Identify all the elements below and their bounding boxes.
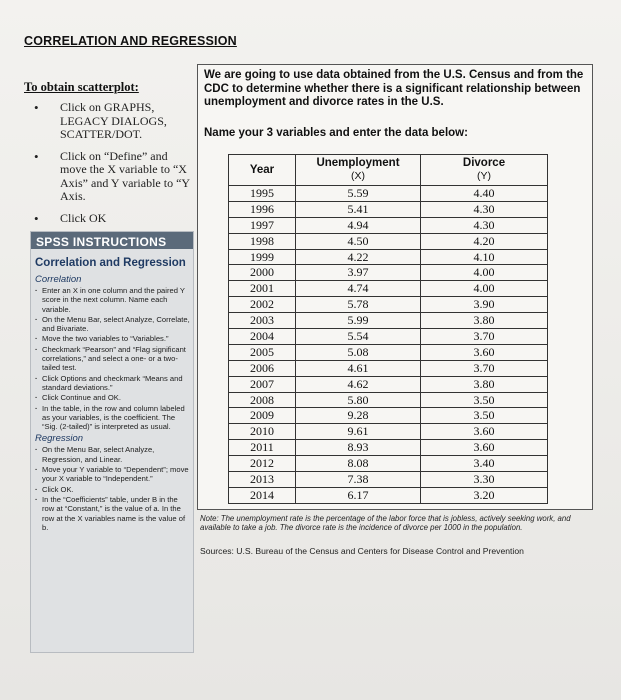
table-row bbox=[229, 424, 548, 440]
scatterplot-step: • Click on GRAPHS, LEGACY DIALOGS, SCATTER/DOT. bbox=[34, 101, 194, 142]
unemployment-cell[interactable]: 4.22 bbox=[296, 249, 421, 265]
divorce-cell[interactable]: 3.60 bbox=[421, 440, 548, 456]
year-cell[interactable]: 2007 bbox=[229, 376, 296, 392]
divorce-cell[interactable]: 3.80 bbox=[421, 313, 548, 329]
unemployment-cell[interactable]: 8.08 bbox=[296, 456, 421, 472]
divorce-cell[interactable]: 3.90 bbox=[421, 297, 548, 313]
regression-step: · On the Menu Bar, select Analyze, Regression, and Linear. bbox=[35, 445, 190, 464]
year-cell[interactable]: 2006 bbox=[229, 360, 296, 376]
spss-subtitle: Correlation and Regression bbox=[35, 257, 186, 269]
table-row bbox=[229, 233, 548, 249]
correlation-step: · In the table, in the row and column labeled as your variables, is the coefficient. The “Sig. (2-tailed)” is interpreted as usual. bbox=[35, 404, 190, 432]
divorce-column-header bbox=[421, 155, 548, 186]
divorce-cell[interactable]: 4.30 bbox=[421, 201, 548, 217]
year-cell[interactable]: 1998 bbox=[229, 233, 296, 249]
correlation-step: · On the Menu Bar, select Analyze, Correlate, and Bivariate. bbox=[35, 315, 190, 334]
correlation-step: · Checkmark “Pearson” and “Flag significant correlations,” and select a one- or a two-tailed test. bbox=[35, 345, 190, 373]
scatterplot-step: • Click on “Define” and move the X variable to “X Axis” and Y variable to “Y Axis. bbox=[34, 150, 194, 204]
spss-instructions-panel bbox=[30, 231, 194, 653]
correlation-step: · Click Options and checkmark “Means and standard deviations.” bbox=[35, 374, 190, 393]
correlation-step: · Move the two variables to “Variables.” bbox=[35, 334, 190, 343]
year-column-header: Year bbox=[229, 155, 296, 186]
unemployment-cell[interactable]: 4.50 bbox=[296, 233, 421, 249]
scatterplot-instructions bbox=[24, 80, 194, 233]
year-cell[interactable]: 2012 bbox=[229, 456, 296, 472]
table-row bbox=[229, 313, 548, 329]
divorce-cell[interactable]: 3.30 bbox=[421, 472, 548, 488]
divorce-header-label: Divorce bbox=[462, 157, 506, 169]
correlation-steps bbox=[31, 286, 193, 431]
table-row bbox=[229, 265, 548, 281]
spss-header: SPSS INSTRUCTIONS bbox=[31, 232, 193, 249]
divorce-cell[interactable]: 3.60 bbox=[421, 424, 548, 440]
year-cell[interactable]: 2014 bbox=[229, 487, 296, 503]
page-title: CORRELATION AND REGRESSION bbox=[24, 34, 237, 48]
year-cell[interactable]: 1995 bbox=[229, 186, 296, 202]
divorce-cell[interactable]: 3.50 bbox=[421, 408, 548, 424]
divorce-cell[interactable]: 4.10 bbox=[421, 249, 548, 265]
divorce-cell[interactable]: 3.80 bbox=[421, 376, 548, 392]
divorce-cell[interactable]: 3.70 bbox=[421, 329, 548, 345]
scatterplot-steps bbox=[24, 101, 194, 225]
divorce-cell[interactable]: 4.40 bbox=[421, 186, 548, 202]
table-header-row bbox=[229, 155, 548, 186]
regression-label: Regression bbox=[35, 433, 84, 445]
divorce-cell[interactable]: 3.40 bbox=[421, 456, 548, 472]
unemployment-cell[interactable]: 5.99 bbox=[296, 313, 421, 329]
unemployment-header-label: Unemployment bbox=[316, 157, 400, 169]
intro-text: We are going to use data obtained from the U.S. Census and from the CDC to determine whether there is a significant relationship between unemployment and divorce rates in the U.S. bbox=[204, 69, 584, 108]
sources-line: Sources: U.S. Bureau of the Census and Centers for Disease Control and Prevention bbox=[200, 546, 524, 556]
table-row bbox=[229, 472, 548, 488]
unemployment-cell[interactable]: 9.61 bbox=[296, 424, 421, 440]
table-row bbox=[229, 217, 548, 233]
data-entry-box bbox=[197, 64, 593, 510]
unemployment-cell[interactable]: 6.17 bbox=[296, 487, 421, 503]
table-row bbox=[229, 249, 548, 265]
divorce-cell[interactable]: 3.50 bbox=[421, 392, 548, 408]
unemployment-cell[interactable]: 5.78 bbox=[296, 297, 421, 313]
instruction-text: Name your 3 variables and enter the data below: bbox=[204, 127, 468, 139]
table-row bbox=[229, 408, 548, 424]
divorce-cell[interactable]: 4.20 bbox=[421, 233, 548, 249]
divorce-cell[interactable]: 4.00 bbox=[421, 281, 548, 297]
year-cell[interactable]: 2008 bbox=[229, 392, 296, 408]
year-cell[interactable]: 2005 bbox=[229, 344, 296, 360]
year-cell[interactable]: 1997 bbox=[229, 217, 296, 233]
unemployment-cell[interactable]: 5.80 bbox=[296, 392, 421, 408]
unemployment-cell[interactable]: 4.61 bbox=[296, 360, 421, 376]
regression-step: · In the “Coefficients” table, under B in the row at “Constant,” is the value of a. In the row at the X variables name is the value of b. bbox=[35, 495, 190, 532]
year-cell[interactable]: 2001 bbox=[229, 281, 296, 297]
regression-steps bbox=[31, 445, 193, 532]
unemployment-cell[interactable]: 8.93 bbox=[296, 440, 421, 456]
year-cell[interactable]: 2011 bbox=[229, 440, 296, 456]
year-cell[interactable]: 1999 bbox=[229, 249, 296, 265]
table-row bbox=[229, 297, 548, 313]
table-row bbox=[229, 281, 548, 297]
table-row bbox=[229, 376, 548, 392]
table-note: Note: The unemployment rate is the percentage of the labor force that is jobless, actively seeking work, and available to take a job. The divorce rate is the incidence of divorce per 1000 in the population. bbox=[200, 514, 571, 533]
table-row bbox=[229, 360, 548, 376]
unemployment-cell[interactable]: 5.41 bbox=[296, 201, 421, 217]
divorce-cell[interactable]: 3.60 bbox=[421, 344, 548, 360]
table-row bbox=[229, 487, 548, 503]
year-cell[interactable]: 2013 bbox=[229, 472, 296, 488]
regression-step: · Move your Y variable to “Dependent”; move your X variable to “Independent.” bbox=[35, 465, 190, 484]
unemployment-cell[interactable]: 5.59 bbox=[296, 186, 421, 202]
year-cell[interactable]: 2000 bbox=[229, 265, 296, 281]
unemployment-cell[interactable]: 9.28 bbox=[296, 408, 421, 424]
divorce-cell[interactable]: 3.20 bbox=[421, 487, 548, 503]
divorce-cell[interactable]: 4.00 bbox=[421, 265, 548, 281]
unemployment-cell[interactable]: 3.97 bbox=[296, 265, 421, 281]
table-row bbox=[229, 440, 548, 456]
divorce-cell[interactable]: 4.30 bbox=[421, 217, 548, 233]
correlation-step: · Click Continue and OK. bbox=[35, 393, 190, 402]
table-row bbox=[229, 329, 548, 345]
table-body bbox=[229, 186, 548, 504]
table-row bbox=[229, 456, 548, 472]
unemployment-cell[interactable]: 7.38 bbox=[296, 472, 421, 488]
unemployment-cell[interactable]: 4.94 bbox=[296, 217, 421, 233]
unemployment-cell[interactable]: 5.54 bbox=[296, 329, 421, 345]
unemployment-header-symbol: (X) bbox=[351, 170, 365, 182]
year-cell[interactable]: 2009 bbox=[229, 408, 296, 424]
year-cell[interactable]: 2003 bbox=[229, 313, 296, 329]
scatterplot-title: To obtain scatterplot: bbox=[24, 80, 139, 94]
scatterplot-step: • Click OK bbox=[34, 212, 194, 226]
year-cell[interactable]: 2002 bbox=[229, 297, 296, 313]
data-table bbox=[228, 154, 548, 504]
unemployment-cell[interactable]: 5.08 bbox=[296, 344, 421, 360]
divorce-header-symbol: (Y) bbox=[477, 170, 491, 182]
table-row bbox=[229, 201, 548, 217]
correlation-step: · Enter an X in one column and the paired Y score in the next column. Name each variable. bbox=[35, 286, 190, 314]
year-cell[interactable]: 2010 bbox=[229, 424, 296, 440]
unemployment-cell[interactable]: 4.62 bbox=[296, 376, 421, 392]
unemployment-column-header bbox=[296, 155, 421, 186]
year-cell[interactable]: 2004 bbox=[229, 329, 296, 345]
year-cell[interactable]: 1996 bbox=[229, 201, 296, 217]
divorce-cell[interactable]: 3.70 bbox=[421, 360, 548, 376]
regression-step: · Click OK. bbox=[35, 485, 190, 494]
unemployment-cell[interactable]: 4.74 bbox=[296, 281, 421, 297]
table-row bbox=[229, 392, 548, 408]
correlation-label: Correlation bbox=[35, 274, 82, 285]
table-row bbox=[229, 186, 548, 202]
table-row bbox=[229, 344, 548, 360]
